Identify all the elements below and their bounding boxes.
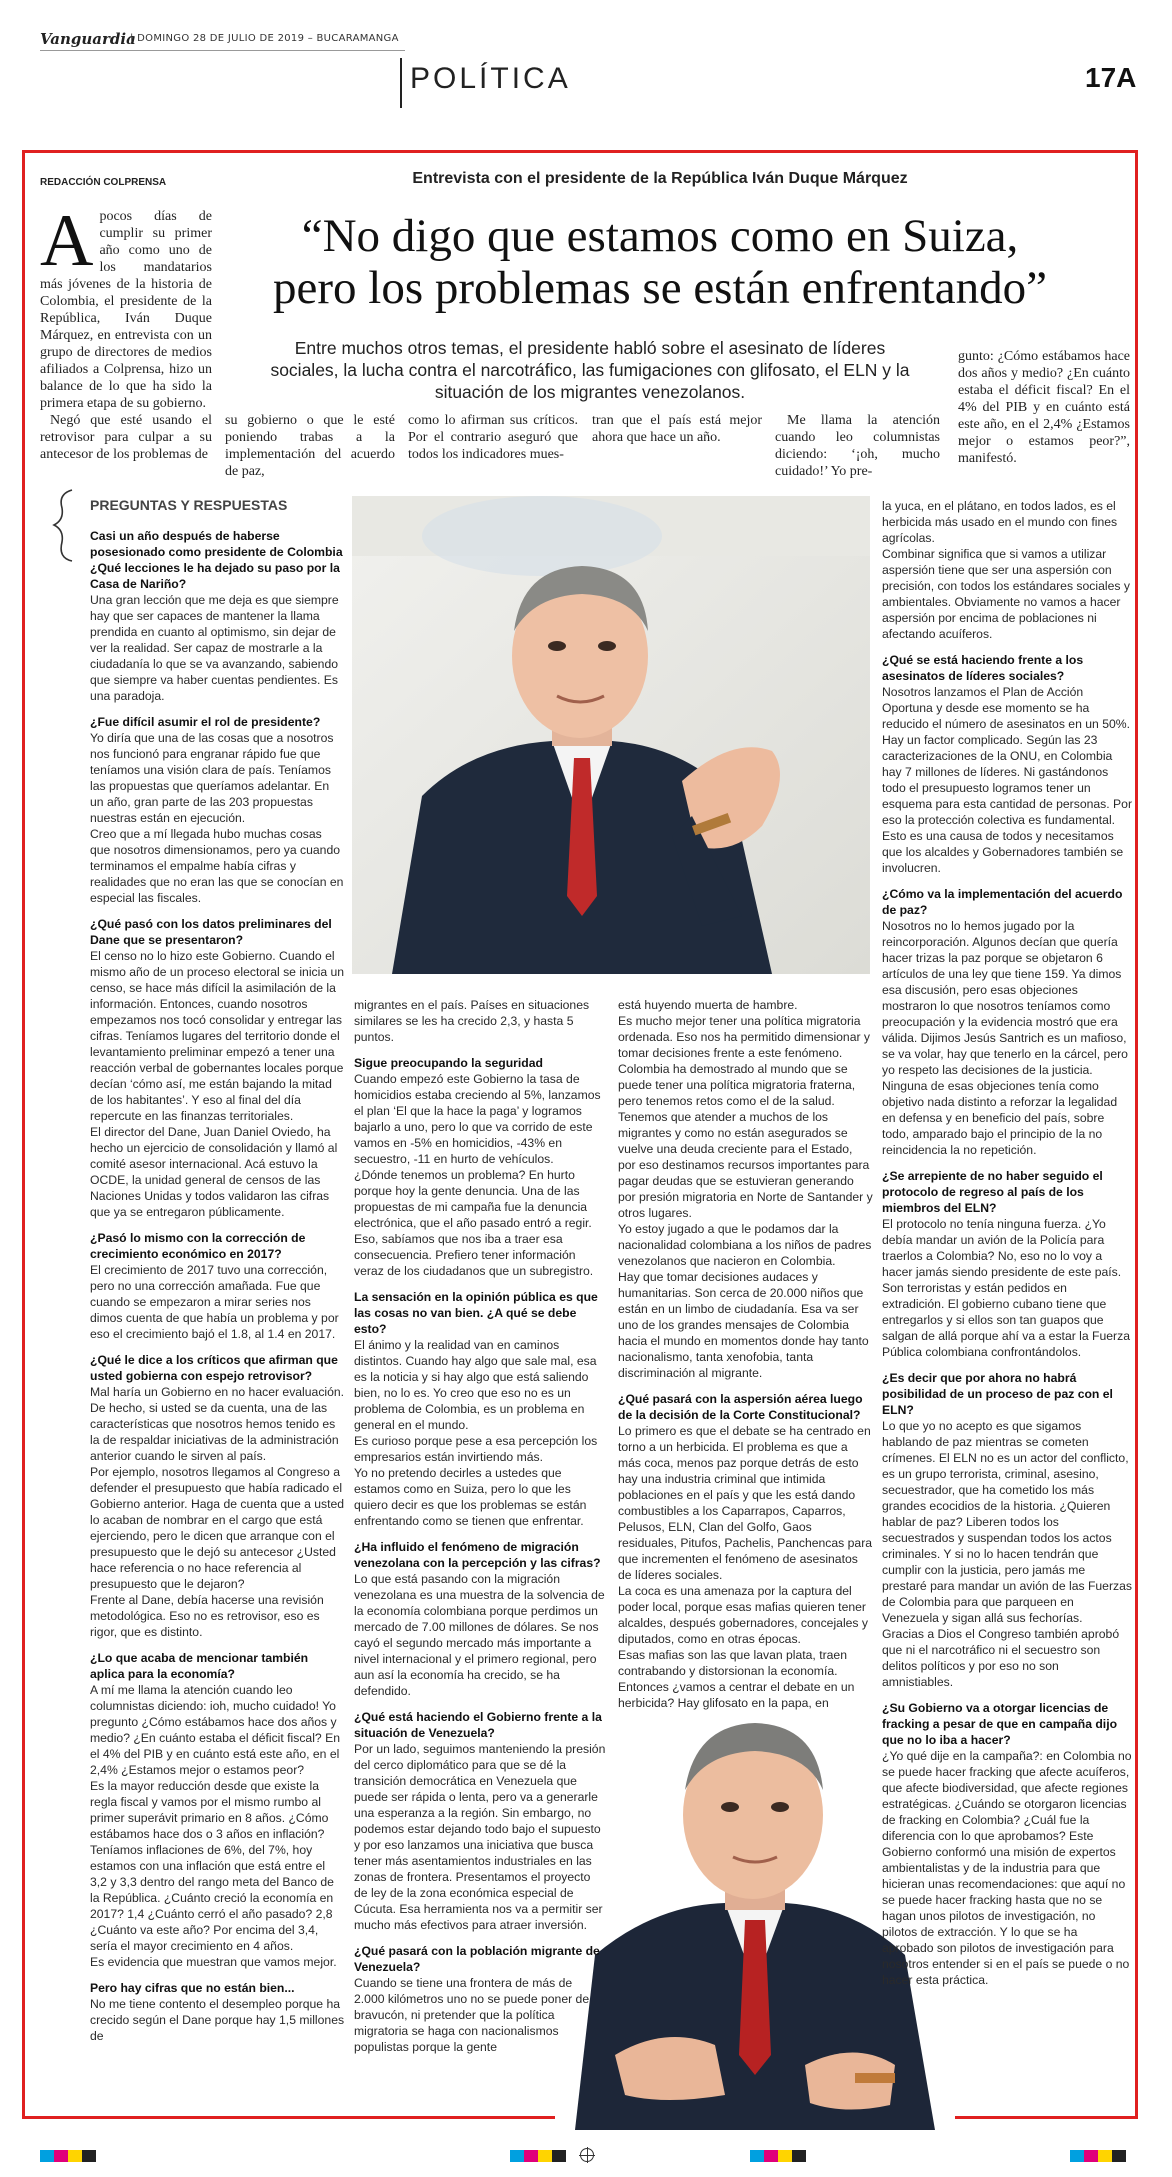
deck: Entre muchos otros temas, el presidente habló sobre el asesinato de líderes sociales, la lucha contra el narcotráfico, las fumigaciones con glifosato, el ELN y la situación de los migrantes venezolanos. <box>270 338 910 402</box>
header-rule <box>40 50 405 51</box>
question: ¿Qué pasó con los datos preliminares del Dane que se presentaron? <box>90 917 332 947</box>
answer-paragraph: A mí me llama la atención cuando leo columnistas diciendo: ioh, mucho cuidado! Yo pregunto ¿Cómo estábamos hace dos años y medio? ¿En cuánto estaba el déficit fiscal? En el 4% del PIB y en cuánto está este año, en el 2,4% ¿Estamos mejor o estamos peor? <box>90 1683 340 1777</box>
question: ¿Su Gobierno va a otorgar licencias de fracking a pesar de que en campaña dijo que no lo iba a hacer? <box>882 1701 1118 1747</box>
question: ¿Ha influido el fenómeno de migración venezolana con la percepción y las cifras? <box>354 1540 601 1570</box>
answer-paragraph: Por ejemplo, nosotros llegamos al Congreso a defender el presupuesto que había radicado el Gobierno anterior. Haga de cuenta que a usted lo acaban de nombrar en el cargo que está ejerciendo, pero le dicen que arranque con el presupuesto que le dejó su antecesor ¿Usted hace referencia o no hace referencia al presupuesto que le dejaron? <box>90 1465 345 1591</box>
drop-cap: A <box>40 200 94 282</box>
section-title: POLÍTICA <box>410 62 571 95</box>
question: ¿Es decir que por ahora no habrá posibilidad de un proceso de paz con el ELN? <box>882 1371 1113 1417</box>
answer-paragraph: El censo no lo hizo este Gobierno. Cuando el mismo año de un proceso electoral se inicia un censo, se hace más difícil la asimilación de la información. Entonces, cuando nosotros empezamos nos tocó consolidar y entregar las cifras. Teníamos lugares del territorio donde el levantamiento preliminar empezó a tener una reacción verbal de gobernantes locales porque decían ‘cómo así, me están bajando la mitad de los habitantes’. Y eso al final del día repercute en las finanzas territoriales. <box>90 949 345 1123</box>
answer-paragraph: Yo no pretendo decirles a ustedes que estamos como en Suiza, pero lo que les quiero decir es que los problemas se están enfrentando como se tienen que enfrentar. <box>354 1466 587 1528</box>
intro-column-2: su gobierno o que le esté poniendo trabas a la implementación del acuerdo de paz, <box>225 413 395 479</box>
question: ¿Fue difícil asumir el rol de presidente? <box>90 715 321 729</box>
color-swatch <box>778 2150 792 2162</box>
answer-paragraph: la yuca, en el plátano, en todos lados, es el herbicida más usado en el mundo con fines agrícolas. <box>882 499 1118 545</box>
answer-paragraph: Ninguna de esas objeciones tenía como objetivo nada distinto a reforzar la legalidad en defensa y en beneficio del país, sobre todo, amparado bajo el principio de la no reincidencia la no repetición. <box>882 1079 1118 1157</box>
question: ¿Qué pasará con la aspersión aérea luego de la decisión de la Corte Constitucional? <box>618 1392 863 1422</box>
color-swatch <box>1112 2150 1126 2162</box>
color-swatch <box>750 2150 764 2162</box>
color-swatch <box>524 2150 538 2162</box>
answer-paragraph: Yo diría que una de las cosas que a nosotros nos funcionó para engranar rápido fue que teníamos una visión clara de país. Teníamos las propuestas que queríamos adelantar. En un año, gran parte de las 203 propuestas nuestras están en ejecución. <box>90 731 334 825</box>
answer-paragraph: Lo primero es que el debate se ha centrado en torno a un herbicida. El problema es que a más coca, menos paz porque detrás de esto hay una industria criminal que intimida poblaciones en el país y que les está dando combustibles a los Caparrapos, Caparros, Pelusos, ELN, Clan del Golfo, Gaos residuales, Pitufos, Pachelis, Panchencas para que incrementen el fenómeno de asesinatos de líderes sociales. <box>618 1424 873 1582</box>
answer-paragraph: El crecimiento de 2017 tuvo una corrección, pero no una corrección amañada. Fue que cuando se empezaron a mirar series nos dimos cuenta de que había un problema y por eso el crecimiento bajó el 1.8, al 1.4 en 2017. <box>90 1263 339 1341</box>
qa-column-2 <box>354 997 606 2102</box>
answer-paragraph: Es evidencia que muestran que vamos mejor. <box>90 1955 337 1969</box>
qa-label: PREGUNTAS Y RESPUESTAS <box>90 497 288 513</box>
headline-line-1: “No digo que estamos como en Suiza, <box>301 210 1019 262</box>
byline: REDACCIÓN COLPRENSA <box>40 177 167 188</box>
answer-paragraph: Combinar significa que si vamos a utilizar aspersión tiene que ser una aspersión con precisión, con todos los estándares sociales y ambientales. Obviamente no vamos a hacer aspersión por encima de poblaciones ni afectando acuíferos. <box>882 547 1130 641</box>
answer-paragraph: Por un lado, seguimos manteniendo la presión del cerco diplomático para que se dé la transición democrática en Venezuela que puede ser rápida o lenta, pero va a generarle una esperanza a la región. Sin embargo, no podemos estar dejando todo bajo el supuesto y por eso lanzamos una iniciativa que busca tener más asentamientos industriales en las zonas de frontera. Presentamos el proyecto de ley de la zona económica especial de Cúcuta. Esa herramienta nos va a permitir ser mucho más efectivos para atraer inversión. <box>354 1742 606 1932</box>
intro-text-1b: Negó que esté usando el retrovisor para culpar a su antecesor de los problemas de <box>40 413 212 462</box>
answer-paragraph: Nosotros lanzamos el Plan de Acción Oportuna y desde ese momento se ha reducido el número de asesinatos en un 50%. Hay un factor complicado. Según las 23 caracterizaciones de la ONU, en Colombia hay 7 millones de líderes. Ni gastándonos todo el presupuesto logramos tener un esquema para esta cantidad de personas. Por eso la protección colectiva es fundamental. Esto es una causa de todos y necesitamos que los alcaldes y Gobernadores también se involucren. <box>882 685 1132 875</box>
answer-paragraph: Frente al Dane, debía hacerse una revisión metodológica. Eso no es retrovisor, eso es rigor, que es distinto. <box>90 1593 324 1639</box>
kicker: Entrevista con el presidente de la República Iván Duque Márquez <box>412 170 908 187</box>
color-swatch <box>40 2150 54 2162</box>
answer-paragraph: La coca es una amenaza por la captura del poder local, porque esas mafias quieren tener alcaldes, después gobernadores, concejales y diputados, como en otras épocas. <box>618 1584 869 1646</box>
page-number: 17A <box>1085 62 1137 93</box>
print-registration-bar <box>40 2150 1132 2162</box>
answer-paragraph: Una gran lección que me deja es que siempre hay que ser capaces de mantener la llama prendida en cuanto al optimismo, sin dejar de ver la realidad. Ser capaz de mostrarle a la ciudadanía lo que se va avanzando, sabiendo que siempre va haber cuentas pendientes. Es una paradoja. <box>90 593 339 703</box>
answer-paragraph: está huyendo muerta de hambre. <box>618 998 798 1012</box>
question: ¿Qué se está haciendo frente a los asesinatos de líderes sociales? <box>882 653 1084 683</box>
answer-paragraph: ¿Yo qué dije en la campaña?: en Colombia no se puede hacer fracking que afecte acuíferos, que afecte biodiversidad, que afecte regiones estratégicas. ¿Cuándo se otorgaron licencias de fracking en Colombia? ¿Cuál fue la diferencia con lo que aprobamos? Este Gobierno conformó una misión de expertos ambientalistas y de la industria para que hicieran unas recomendaciones: que aquí no se puede hacer fracking hasta que no se hagan unos pilotos de investigación, no pilotos de extracción. Y lo que se ha aprobado son pilotos de investigación para nosotros entender si en el país se puede o no hacer esta práctica. <box>882 1749 1132 1987</box>
answer-paragraph: Es curioso porque pese a esa percepción los empresarios están invirtiendo más. <box>354 1434 598 1464</box>
answer-paragraph: Entonces ¿vamos a centrar el debate en un herbicida? Hay glifosato en la papa, en <box>618 1680 855 1710</box>
answer-paragraph: Hay que tomar decisiones audaces y humanitarias. Son cerca de 20.000 niños que están en un limbo de ciudadanía. Esa va ser uno de los grandes mensajes de Colombia hacia el mundo en momentos donde hay tanto nacionalismo, tanta xenofobia, tanta discriminación al migrante. <box>618 1270 869 1380</box>
answer-paragraph: Lo que está pasando con la migración venezolana es una muestra de la solvencia de la economía colombiana porque perdimos un mercado de 7.00 millones de dólares. Se nos cayó el segundo mercado más importante a nivel internacional y el primero regional, pero aun así la economía ha crecido, se ha defendido. <box>354 1572 605 1698</box>
color-swatch <box>54 2150 68 2162</box>
answer-paragraph: No me tiene contento el desempleo porque ha crecido según el Dane porque hay 1,5 millones de <box>90 1997 345 2043</box>
subheading: Sigue preocupando la seguridad <box>354 1056 543 1070</box>
masthead-logo: Vanguardia <box>40 30 136 48</box>
question: Casi un año después de haberse posesionado como presidente de Colombia ¿Qué lecciones le ha dejado su paso por la Casa de Nariño? <box>90 529 343 591</box>
question: ¿Qué pasará con la población migrante de Venezuela? <box>354 1944 600 1974</box>
headline-line-2: pero los problemas se están enfrentando” <box>273 262 1047 314</box>
question: ¿Qué está haciendo el Gobierno frente a la situación de Venezuela? <box>354 1710 602 1740</box>
answer-paragraph: ¿Dónde tenemos un problema? En hurto porque hoy la gente denuncia. Una de las propuestas de mi campaña fue la denuncia electrónica, que el año pasado entró a regir. Eso, sabíamos que nos iba a traer esa consecuencia. Prefiero tener información veraz de los ciudadanos que un subregistro. <box>354 1168 594 1278</box>
registration-mark-icon <box>580 2148 594 2162</box>
color-swatch <box>1098 2150 1112 2162</box>
answer-paragraph: Lo que yo no acepto es que sigamos hablando de paz mientras se cometen crímenes. El ELN no es un actor del conflicto, es un grupo terrorista, criminal, asesino, secuestrador, que ha cometido los más grandes ecocidios de la historia. ¿Quieren hablar de paz? Liberen todos los secuestrados y suspendan todos los actos criminales. Y si no lo hacen tendrán que cumplir con la justicia, pero jamás me prestaré para mandar un avión de las Fuerzas de Colombia para que parqueen en Venezuela y sigan allá sus fechorías. <box>882 1419 1132 1625</box>
photo-president-top <box>352 496 870 974</box>
intro-column-4: tran que el país está mejor ahora que hace un año. <box>592 413 762 445</box>
color-swatch <box>82 2150 96 2162</box>
intro-column-1 <box>40 200 212 463</box>
question: ¿Se arrepiente de no haber seguido el protocolo de regreso al país de los miembros del ELN? <box>882 1169 1103 1215</box>
answer-paragraph: Nosotros no lo hemos jugado por la reincorporación. Algunos decían que quería hacer trizas la paz porque se objetaron 6 artículos de una ley que tiene 159. Ya dimos esa discusión, pero esas objeciones mostraron lo que nosotros teníamos como preocupación y la evidencia mostró que era válida. Dijimos Jesús Santrich es un mafioso, se va volar, hay que tenerlo en la cárcel, pero yo respeto las decisiones de la justicia. <box>882 919 1128 1077</box>
answer-paragraph: migrantes en el país. Países en situaciones similares se les ha crecido 2,3, y hasta 5 puntos. <box>354 998 590 1044</box>
answer-paragraph: Es mucho mejor tener una política migratoria ordenada. Eso nos ha permitido dimensionar y tomar decisiones frente a este fenómeno. <box>618 1014 871 1060</box>
qa-column-4 <box>882 498 1132 2103</box>
color-swatch <box>510 2150 524 2162</box>
intro-column-5: Me llama la atención cuando leo columnistas diciendo: ‘¡oh, mucho cuidado!’ Yo pre- <box>775 413 940 479</box>
color-swatch <box>552 2150 566 2162</box>
answer-paragraph: Gracias a Dios el Congreso también aprobó que ni el narcotráfico ni el secuestro son delitos políticos y por eso no son amnistiables. <box>882 1627 1120 1689</box>
answer-paragraph: Colombia ha demostrado al mundo que se puede tener una política migratoria fraterna, pero tenemos retos como el de la salud. Tenemos que atender a muchos de los migrantes y como no están asegurados se vuelve una deuda creciente para el Estado, por eso destinamos recursos importantes para pagar deudas que se estuvieran generando por presión migratoria en Norte de Santander y otros lugares. <box>618 1062 873 1220</box>
answer-paragraph: Mal haría un Gobierno en no hacer evaluación. De hecho, si usted se da cuenta, una de las características que nosotros hemos tenido es la de respaldar iniciativas de la administración anterior cuando le sirven al país. <box>90 1385 345 1463</box>
answer-paragraph: Cuando se tiene una frontera de más de 2.000 kilómetros uno no se puede poner de bravucón, ni pretender que la política migratoria se haga con nacionalismos populistas porque la gente <box>354 1976 590 2054</box>
color-swatch <box>792 2150 806 2162</box>
answer-paragraph: El ánimo y la realidad van en caminos distintos. Cuando hay algo que sale mal, esa es la noticia y si hay algo que está saliendo bien, no lo es. Yo creo que eso no es un problema de Colombia, es un problema en general en el mundo. <box>354 1338 597 1432</box>
color-swatch <box>68 2150 82 2162</box>
color-swatch <box>764 2150 778 2162</box>
answer-paragraph: Es la mayor reducción desde que existe la regla fiscal y vamos por el mismo rumbo al primer superávit primario en 8 años. ¿Cómo estábamos hace dos o 3 años en inflación? Teníamos inflaciones de 6%, del 7%, hoy estamos con una inflación que está entre el 3,2 y 3,3 dentro del rango meta del Banco de la República. ¿Cuánto creció la economía en 2017? 1,4 ¿Cuánto cerró el año pasado? 2,8 ¿Cuánto va este año? Por encima del 3,4, sería el mayor crecimiento en 4 años. <box>90 1779 334 1953</box>
answer-paragraph: El director del Dane, Juan Daniel Oviedo, ha hecho un ejercicio de consolidación y llamó al comité asesor internacional. Acá estuvo la OCDE, la unidad general de censos de las Naciones Unidas y todos validaron las cifras que ya se entregaron públicamente. <box>90 1125 338 1219</box>
qa-column-3 <box>618 997 873 2102</box>
answer-paragraph: Cuando empezó este Gobierno la tasa de homicidios estaba creciendo al 5%, lanzamos el plan ‘El que la hace la paga’ y logramos bajarlo a uno, pero lo que va corrido de este vamos en -5% en homicidios, -43% en secuestro, -11 en hurto de vehículos. <box>354 1072 601 1166</box>
bracket-ornament <box>52 488 74 563</box>
question: Pero hay cifras que no están bien... <box>90 1981 295 1995</box>
answer-paragraph: Esas mafias son las que lavan plata, traen contrabando y distorsionan la economía. <box>618 1648 847 1678</box>
color-swatch <box>538 2150 552 2162</box>
section-divider <box>400 58 402 108</box>
question: ¿Lo que acaba de mencionar también aplica para la economía? <box>90 1651 309 1681</box>
question: ¿Cómo va la implementación del acuerdo de paz? <box>882 887 1123 917</box>
color-swatch <box>1070 2150 1084 2162</box>
intro-column-3: como lo afirman sus críticos. Por el contrario aseguró que todos los indicadores mues- <box>408 413 578 462</box>
dateline: | DOMINGO 28 DE JULIO DE 2019 – BUCARAMANGA <box>130 33 399 44</box>
question: ¿Pasó lo mismo con la corrección de crecimiento económico en 2017? <box>90 1231 306 1261</box>
intro-text-1: pocos días de cumplir su primer año como uno de los mandatarios más jóvenes de la historia de Colombia, el presidente de la República, Iván Duque Márquez, en entrevista con un grupo de directores de medios afiliados a Colprensa, hizo un balance de lo que ha sido la primera etapa de su gobierno. <box>40 209 212 411</box>
headline <box>210 210 1110 314</box>
question: ¿Qué le dice a los críticos que afirman que usted gobierna con espejo retrovisor? <box>90 1353 338 1383</box>
question: La sensación en la opinión pública es que las cosas no van bien. ¿A qué se debe esto? <box>354 1290 598 1336</box>
qa-column-1 <box>90 528 345 2103</box>
answer-paragraph: El protocolo no tenía ninguna fuerza. ¿Yo debía mandar un avión de la Policía para traerlos a Colombia? No, eso no lo voy a hacer jamás siendo presidente de este país. Son terroristas y están pedidos en extradición. El gobierno cubano tiene que entregarlos y si ellos son tan guapos que salgan de allá porque ahí va a estar la Fuerza Pública colombiana confrontándolos. <box>882 1217 1130 1359</box>
color-swatch <box>1084 2150 1098 2162</box>
answer-paragraph: Creo que a mí llegada hubo muchas cosas que nosotros dimensionamos, pero ya cuando terminamos el empalme había cifras y realidades que no eran las que se conocían en especial las fiscales. <box>90 827 344 905</box>
answer-paragraph: Yo estoy jugado a que le podamos dar la nacionalidad colombiana a los niños de padres venezolanos que nacieron en Colombia. <box>618 1222 872 1268</box>
intro-column-6: gunto: ¿Cómo estábamos hace dos años y medio? ¿En cuánto estaba el déficit fiscal? En el 4% del PIB y en cuánto está este año, en el 2,4% ¿Estamos mejor o estamos peor?”, manifestó. <box>958 349 1130 466</box>
